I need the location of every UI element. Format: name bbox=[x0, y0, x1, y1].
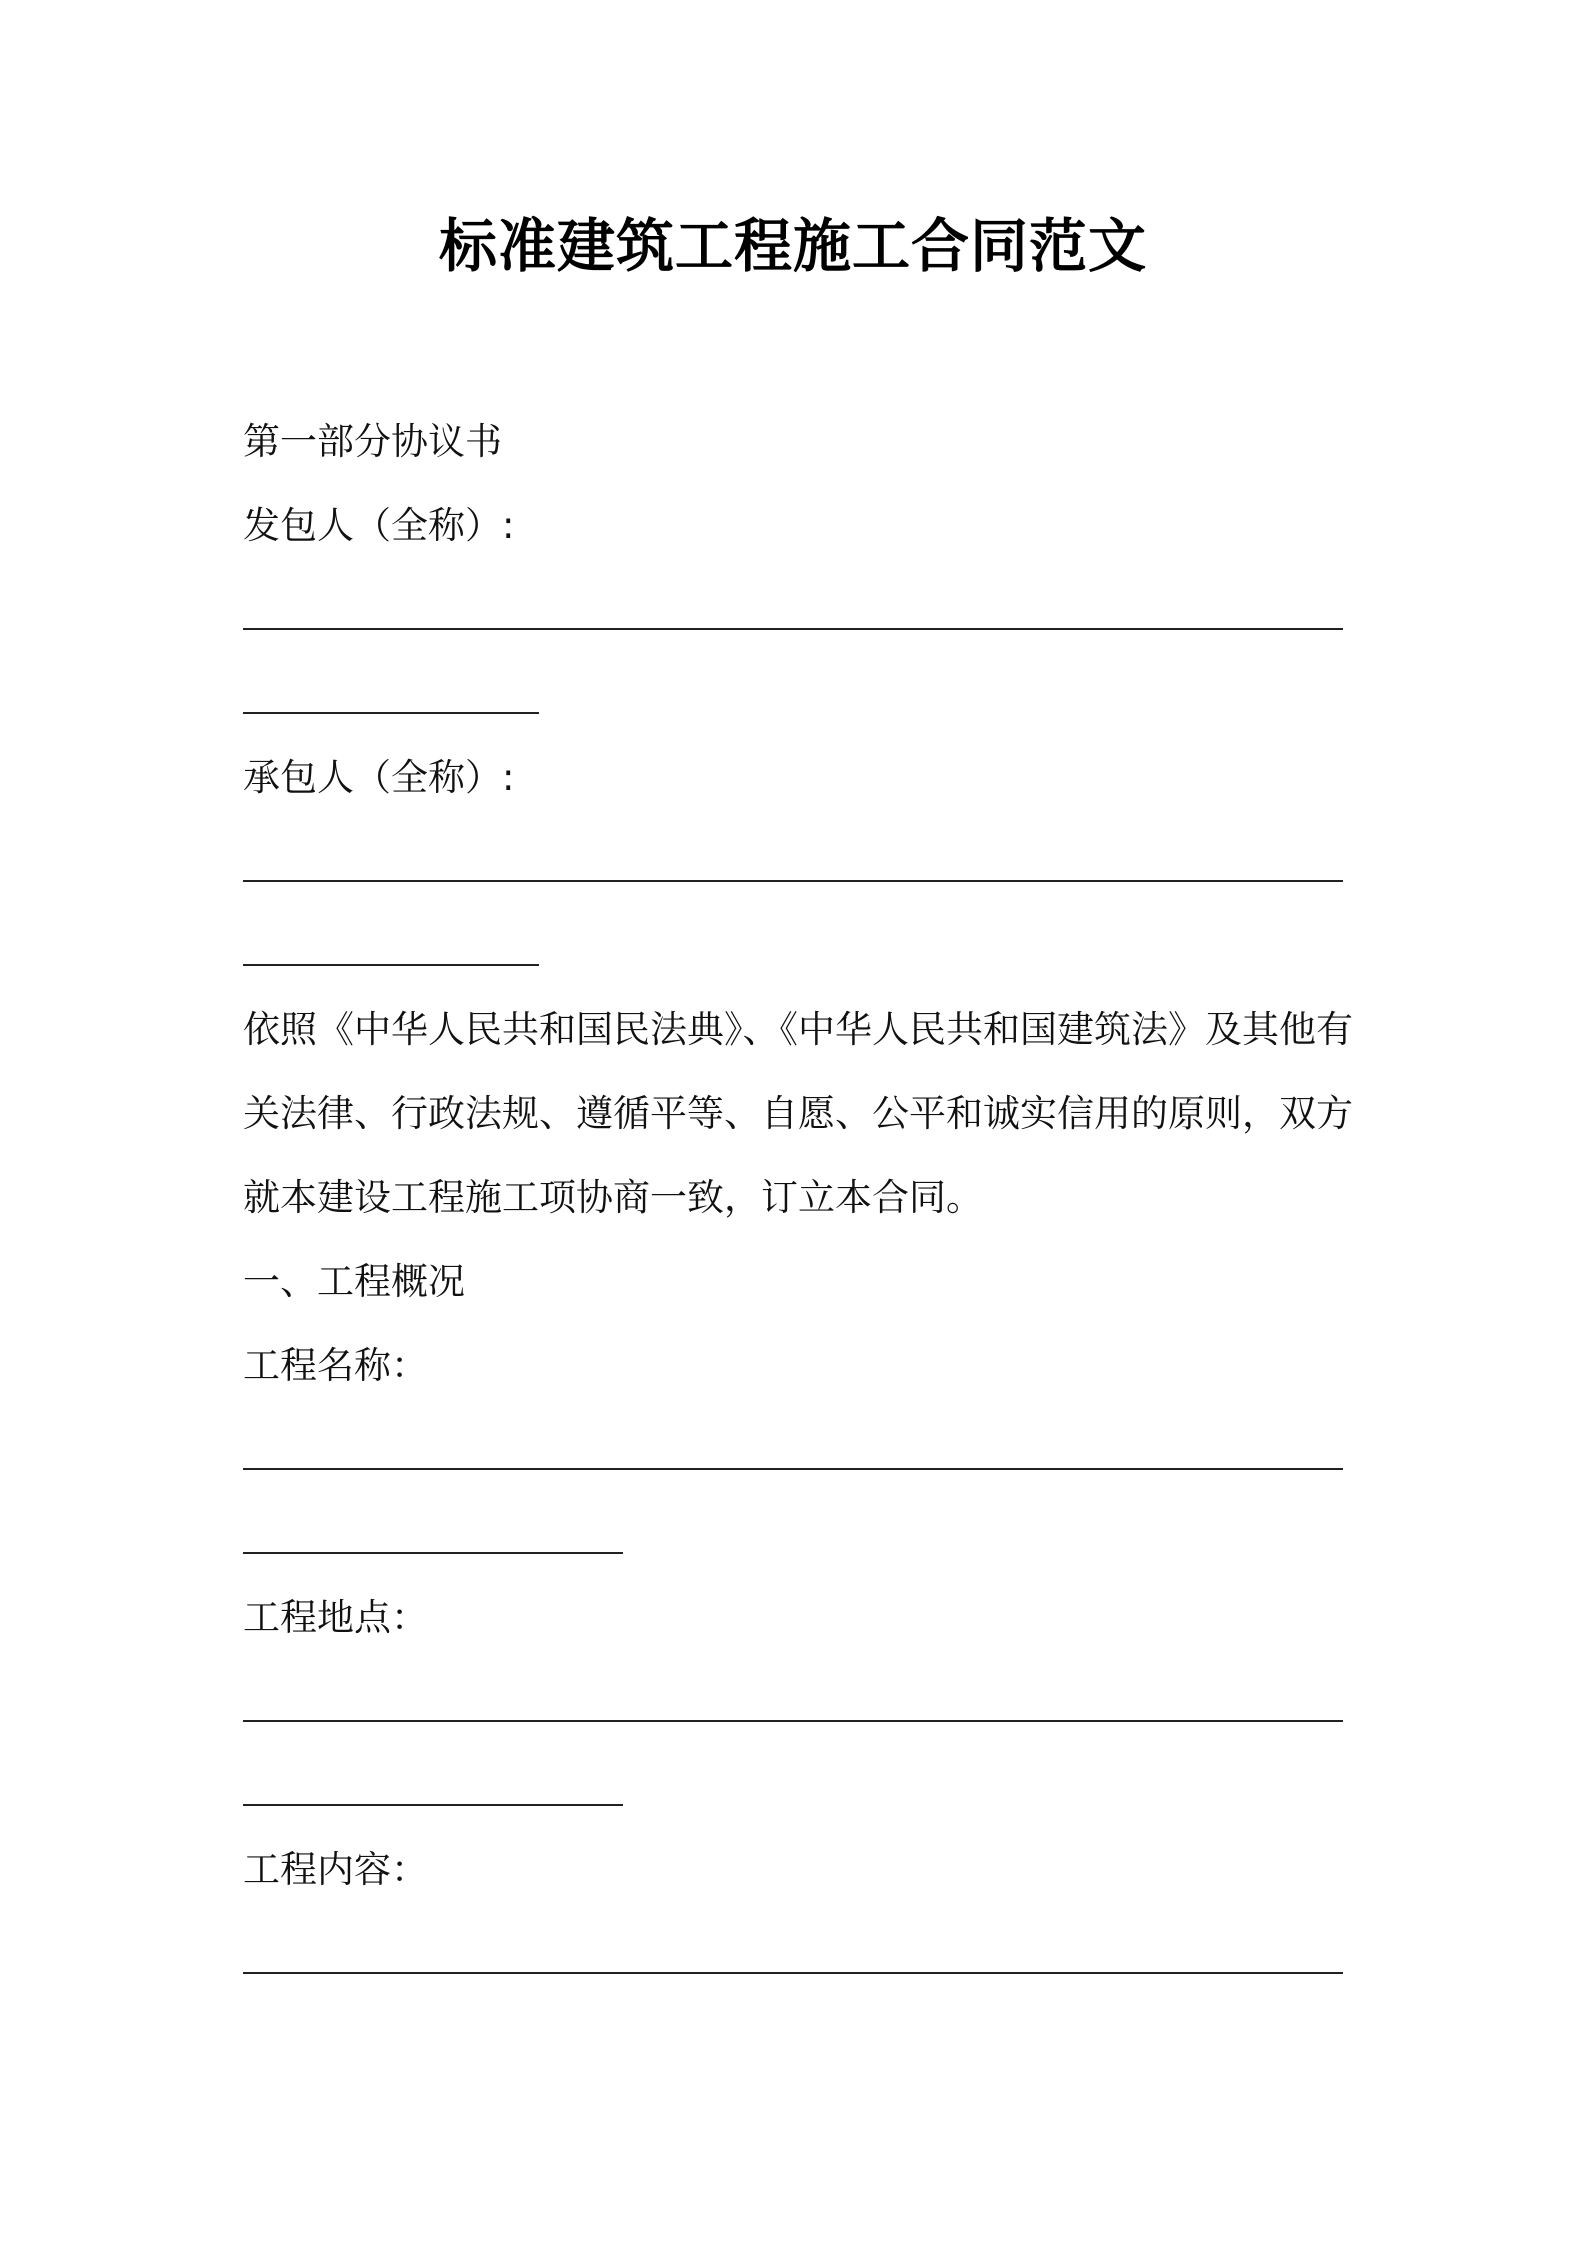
contractor-label: 承包人（全称）: bbox=[243, 756, 515, 799]
underline bbox=[243, 1468, 1343, 1470]
project-location-blank-line-1[interactable] bbox=[243, 1660, 1353, 1744]
underline bbox=[243, 1972, 1343, 1974]
employer-label: 发包人（全称）: bbox=[243, 504, 515, 547]
underline bbox=[243, 880, 1343, 882]
project-content-label: 工程内容： bbox=[243, 1848, 428, 1891]
project-location-blank-line-2[interactable] bbox=[243, 1744, 1353, 1828]
underline bbox=[243, 1552, 623, 1554]
project-content-blank-line-1[interactable] bbox=[243, 1912, 1353, 1996]
document-body bbox=[243, 400, 1353, 1996]
underline bbox=[243, 1804, 623, 1806]
contractor-blank-line-2[interactable] bbox=[243, 904, 1353, 988]
project-name-blank-line-2[interactable] bbox=[243, 1492, 1353, 1576]
overview-heading: 一、工程概况 bbox=[243, 1260, 465, 1303]
contractor-blank-line-1[interactable] bbox=[243, 820, 1353, 904]
section-heading: 第一部分协议书 bbox=[243, 420, 502, 463]
project-name-blank-line-1[interactable] bbox=[243, 1408, 1353, 1492]
project-location-label: 工程地点： bbox=[243, 1596, 428, 1639]
underline bbox=[243, 628, 1343, 630]
project-name-label: 工程名称： bbox=[243, 1344, 428, 1387]
underline bbox=[243, 964, 539, 966]
underline bbox=[243, 1720, 1343, 1722]
document-title: 标准建筑工程施工合同范文 bbox=[438, 212, 1147, 280]
preamble-paragraph: 依照《中华人民共和国民法典》、《中华人民共和国建筑法》及其他有关法律、行政法规、遵循平等、自愿、公平和诚实信用的原则，双方就本建设工程施工项协商一致，订立本合同。 bbox=[243, 1008, 1353, 1219]
employer-blank-line-1[interactable] bbox=[243, 568, 1353, 652]
underline bbox=[243, 712, 539, 714]
employer-blank-line-2[interactable] bbox=[243, 652, 1353, 736]
